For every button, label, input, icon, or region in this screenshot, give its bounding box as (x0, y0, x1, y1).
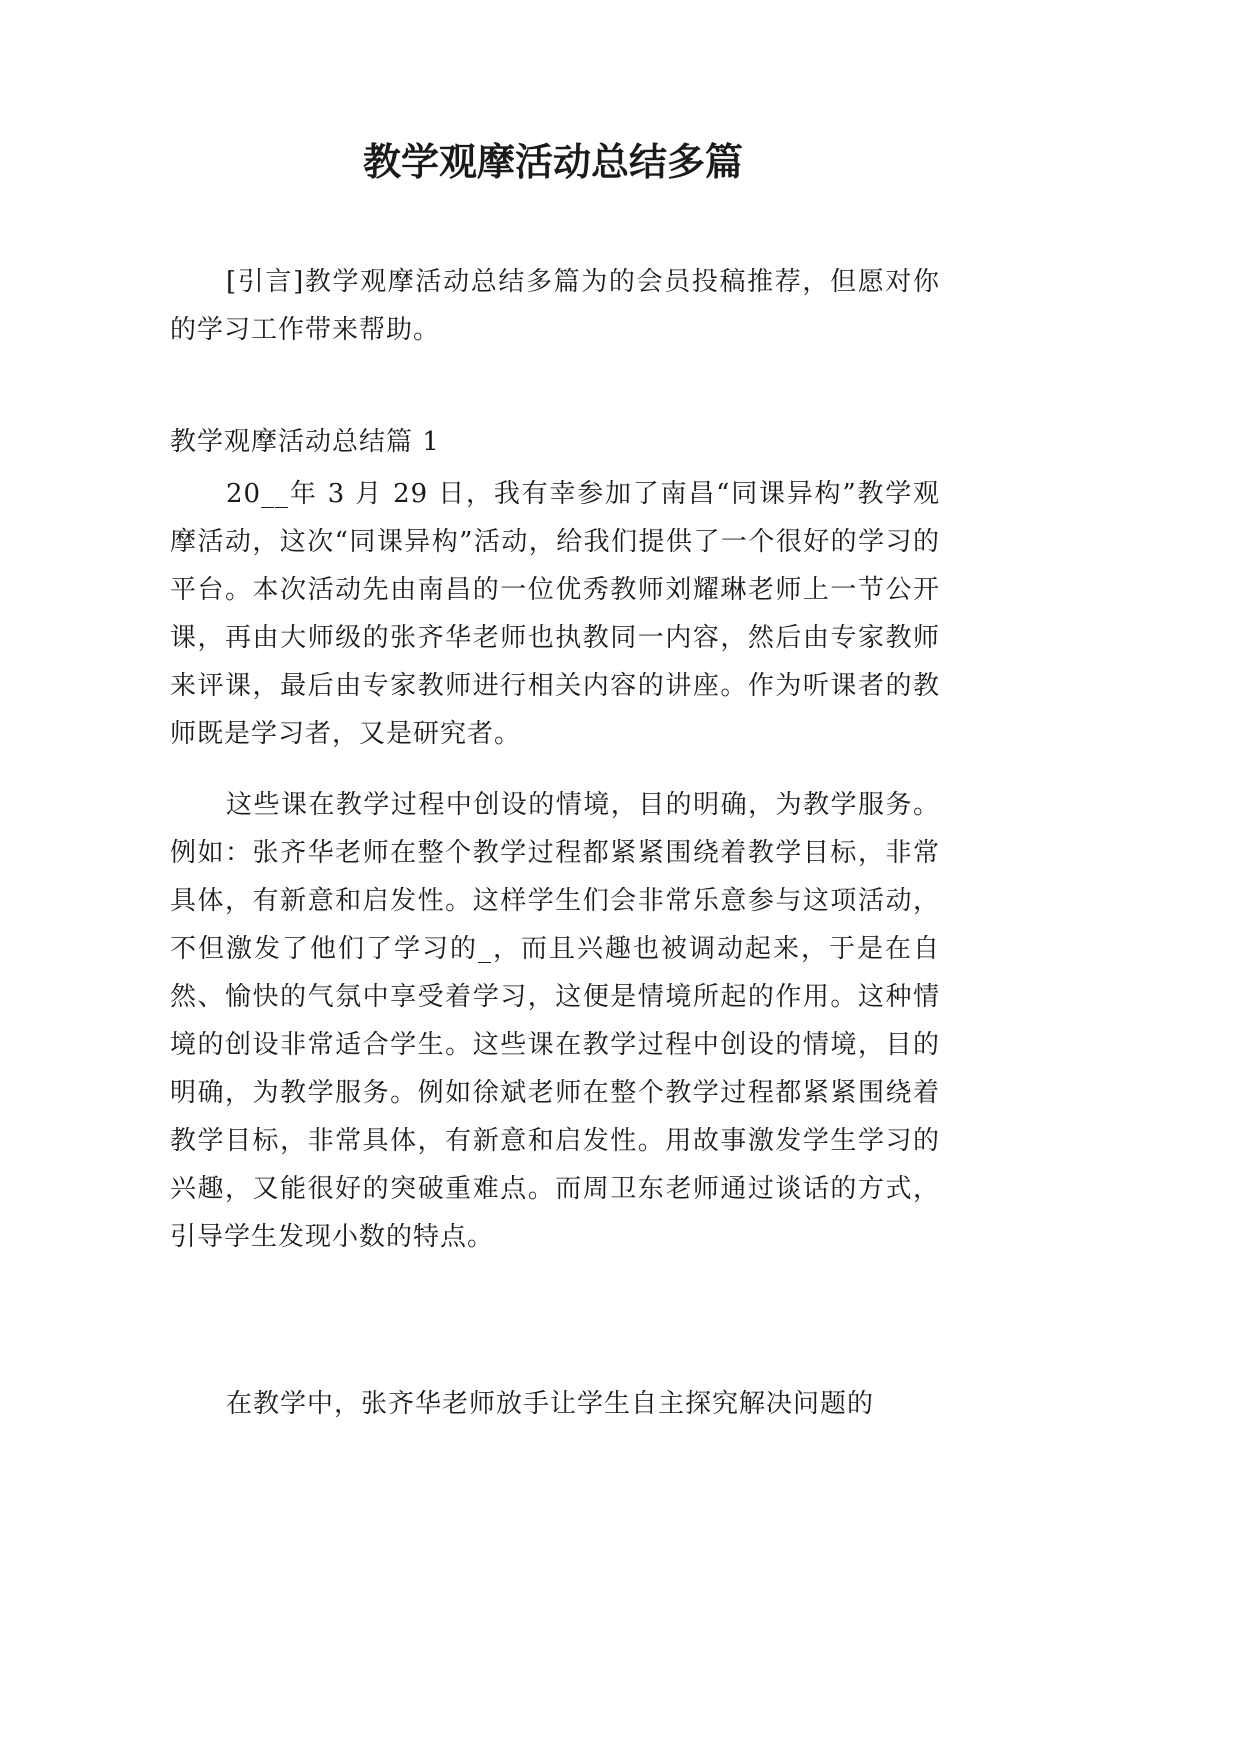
body-paragraph: 20__年 3 月 29 日，我有幸参加了南昌“同课异构”教学观摩活动，这次“同课异构”活动，给我们提供了一个很好的学习的平台。本次活动先由南昌的一位优秀教师刘耀琳老师上一节公开课，再由大师级的张齐华老师也执教同一内容，然后由专家教师来评课，最后由专家教师进行相关内容的讲座。作为听课者的教师既是学习者，又是研究者。 (170, 479, 940, 749)
section-heading: 教学观摩活动总结篇 1 (170, 427, 440, 457)
intro-paragraph: [引言]教学观摩活动总结多篇为的会员投稿推荐，但愿对你的学习工作带来帮助。 (170, 267, 940, 345)
document-title: 教学观摩活动总结多篇 (362, 140, 743, 184)
body-paragraph: 在教学中，张齐华老师放手让学生自主探究解决问题的 (226, 1389, 875, 1419)
body-paragraph: 这些课在教学过程中创设的情境，目的明确，为教学服务。例如：张齐华老师在整个教学过程都紧紧围绕着教学目标，非常具体，有新意和启发性。这样学生们会非常乐意参与这项活动，不但激发了他们了学习的_，而且兴趣也被调动起来，于是在自然、愉快的气氛中享受着学习，这便是情境所起的作用。这种情境的创设非常适合学生。这些课在教学过程中创设的情境，目的明确，为教学服务。例如徐斌老师在整个教学过程都紧紧围绕着教学目标，非常具体，有新意和启发性。用故事激发学生学习的兴趣，又能很好的突破重难点。而周卫东老师通过谈话的方式，引导学生发现小数的特点。 (170, 790, 940, 1252)
